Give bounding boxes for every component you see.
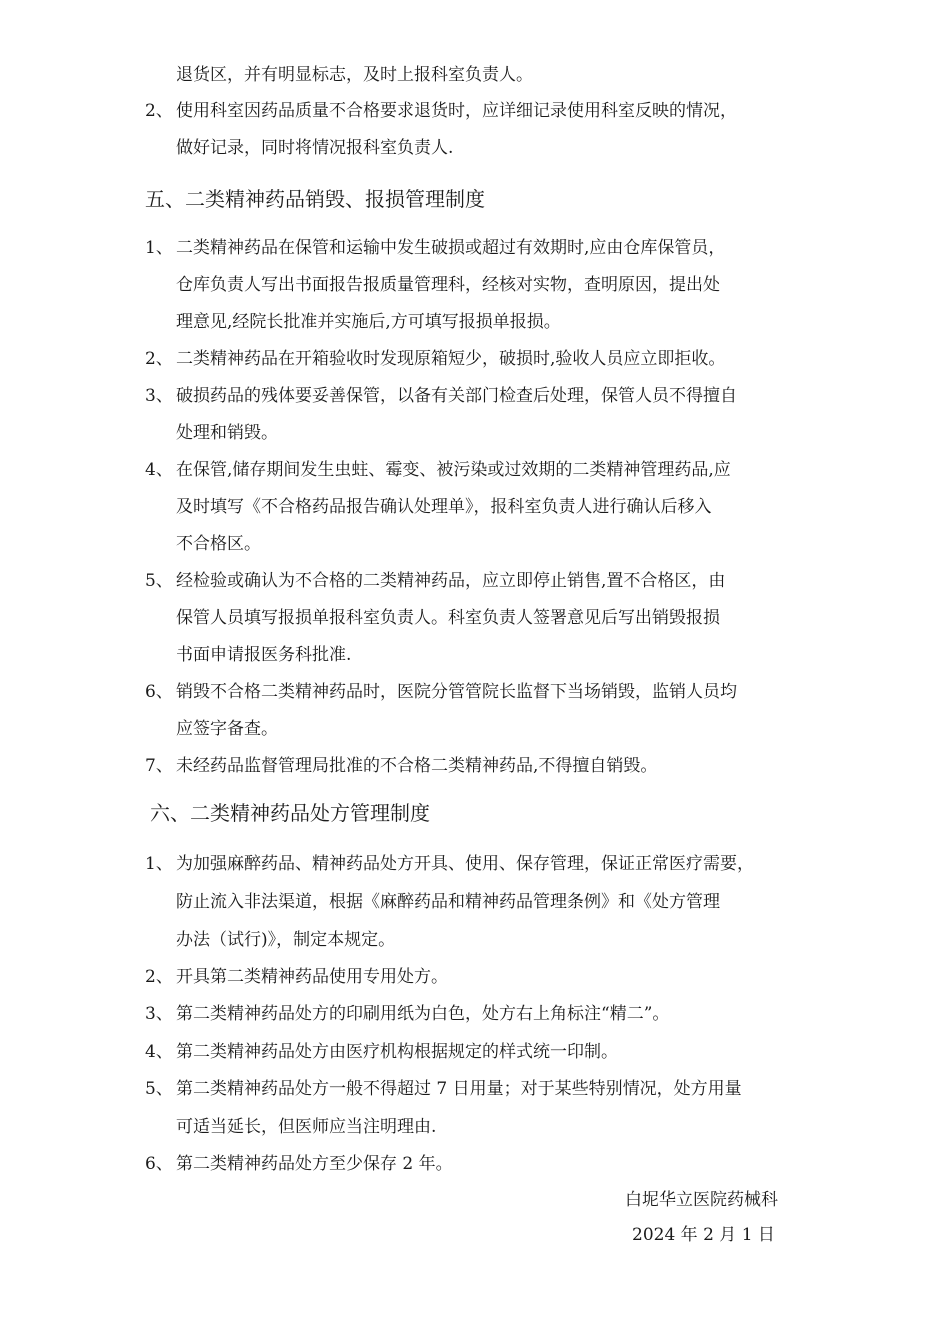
intro-line: 退货区，并有明显标志，及时上报科室负责人。 <box>176 65 533 85</box>
item-text: 可适当延长，但医师应当注明理由. <box>176 1117 437 1137</box>
item-number: 2、 <box>145 101 173 121</box>
item-number: 6、 <box>145 682 173 702</box>
item-text: 防止流入非法渠道，根据《麻醉药品和精神药品管理条例》和《处方管理 <box>176 892 720 912</box>
item-text: 二类精神药品在开箱验收时发现原箱短少，破损时,验收人员应立即拒收。 <box>176 349 726 369</box>
item-text: 办法（试行)》，制定本规定。 <box>176 930 396 950</box>
item-text: 在保管,储存期间发生虫蛀、霉变、被污染或过效期的二类精神管理药品,应 <box>176 460 731 480</box>
item-number: 3、 <box>145 1004 173 1024</box>
signature-date: 2024 年 2 月 1 日 <box>632 1225 775 1245</box>
item-text: 第二类精神药品处方的印刷用纸为白色，处方右上角标注“精二”。 <box>176 1004 670 1024</box>
item-number: 5、 <box>145 571 173 591</box>
item-text: 处理和销毁。 <box>176 423 278 443</box>
item-text: 不合格区。 <box>176 534 261 554</box>
signature-org: 白坭华立医院药械科 <box>625 1190 778 1210</box>
item-text: 第二类精神药品处方至少保存 2 年。 <box>176 1154 453 1174</box>
item-text: 未经药品监督管理局批准的不合格二类精神药品,不得擅自销毁。 <box>176 756 658 776</box>
item-text: 仓库负责人写出书面报告报质量管理科，经核对实物，查明原因，提出处 <box>176 275 720 295</box>
item-text: 销毁不合格二类精神药品时，医院分管管院长监督下当场销毁，监销人员均 <box>176 682 737 702</box>
item-number: 2、 <box>145 349 173 369</box>
item-number: 6、 <box>145 1154 173 1174</box>
item-text: 理意见,经院长批准并实施后,方可填写报损单报损。 <box>176 312 561 332</box>
item-number: 4、 <box>145 460 173 480</box>
item-number: 4、 <box>145 1042 173 1062</box>
item-text: 经检验或确认为不合格的二类精神药品，应立即停止销售,置不合格区，由 <box>176 571 726 591</box>
item-number: 2、 <box>145 967 173 987</box>
item-text: 第二类精神药品处方由医疗机构根据规定的样式统一印制。 <box>176 1042 618 1062</box>
item-text: 为加强麻醉药品、精神药品处方开具、使用、保存管理，保证正常医疗需要， <box>176 854 754 874</box>
section-heading: 六、二类精神药品处方管理制度 <box>150 801 430 825</box>
item-text: 应签字备查。 <box>176 719 278 739</box>
item-number: 7、 <box>145 756 173 776</box>
item-number: 1、 <box>145 238 173 258</box>
item-text: 二类精神药品在保管和运输中发生破损或超过有效期时,应由仓库保管员， <box>176 238 726 258</box>
item-text: 使用科室因药品质量不合格要求退货时，应详细记录使用科室反映的情况， <box>176 101 737 121</box>
item-text: 开具第二类精神药品使用专用处方。 <box>176 967 448 987</box>
item-text: 书面申请报医务科批准. <box>176 645 352 665</box>
item-number: 3、 <box>145 386 173 406</box>
item-number: 1、 <box>145 854 173 874</box>
item-text: 第二类精神药品处方一般不得超过 7 日用量；对于某些特别情况，处方用量 <box>176 1079 742 1099</box>
item-number: 5、 <box>145 1079 173 1099</box>
section-heading: 五、二类精神药品销毁、报损管理制度 <box>145 187 485 211</box>
item-text: 保管人员填写报损单报科室负责人。科室负责人签署意见后写出销毁报损 <box>176 608 720 628</box>
item-text: 破损药品的残体要妥善保管，以备有关部门检查后处理，保管人员不得擅自 <box>176 386 737 406</box>
item-text: 及时填写《不合格药品报告确认处理单》，报科室负责人进行确认后移入 <box>176 497 712 517</box>
item-text: 做好记录，同时将情况报科室负责人. <box>176 138 454 158</box>
